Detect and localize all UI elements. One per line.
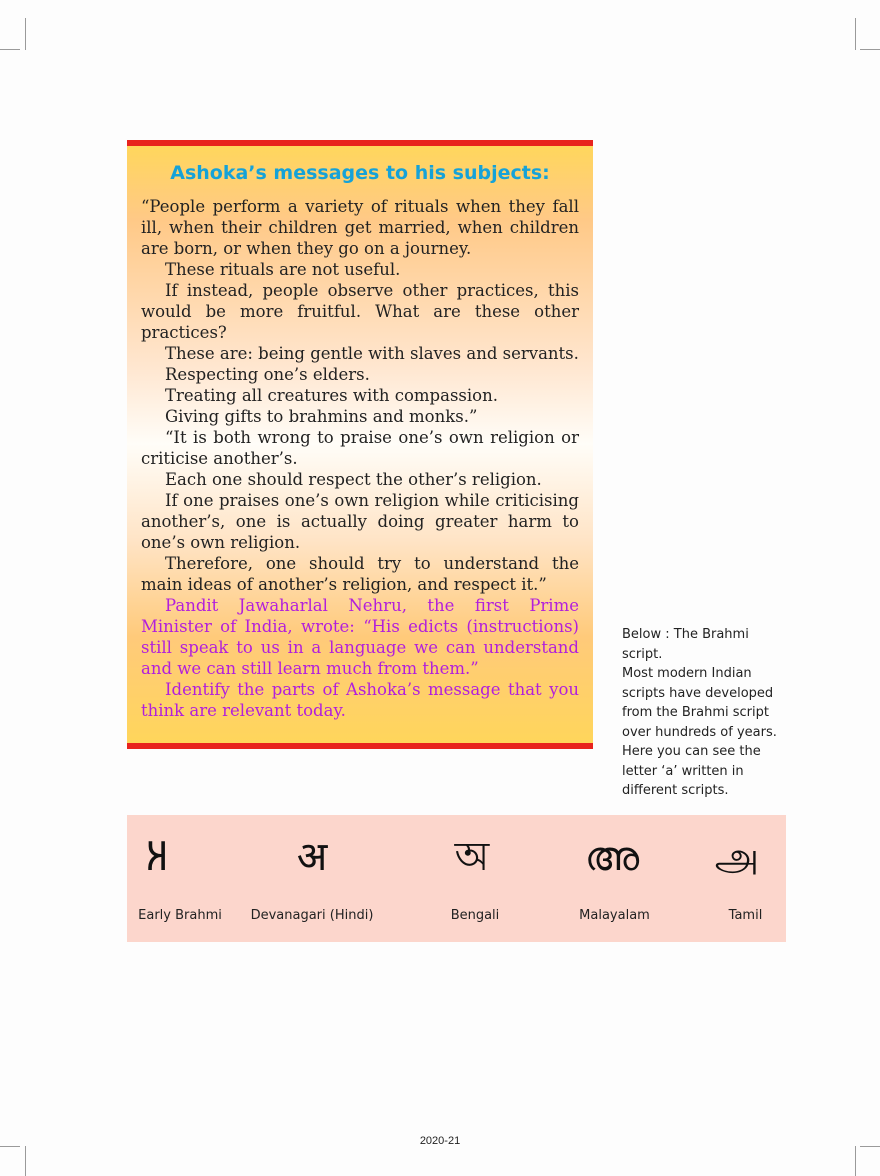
box-title: Ashoka’s messages to his subjects: — [170, 162, 550, 184]
box-body — [141, 196, 579, 721]
page-footer-year: 2020-21 — [419, 1135, 461, 1147]
activity-question: Identify the parts of Ashoka’s message that you think are relevant today. — [141, 680, 579, 720]
ashoka-message-box — [127, 142, 593, 746]
script-label: Tamil — [728, 908, 763, 923]
tamil-glyph: அ — [714, 834, 760, 880]
script-label: Early Brahmi — [138, 908, 222, 923]
early-brahmi-glyph: 𑀅 — [145, 834, 169, 880]
paragraph: Treating all creatures with compassion. — [165, 386, 498, 405]
top-red-bar — [127, 140, 593, 146]
crop-mark — [25, 1146, 26, 1176]
paragraph: These rituals are not useful. — [165, 260, 401, 279]
paragraph: If one praises one’s own religion while criticising another’s, one is actually doing greater harm to one’s own religion. — [141, 491, 579, 552]
devanagari-glyph: अ — [296, 834, 328, 880]
crop-mark — [855, 18, 856, 50]
caption-line: Below : The Brahmi script. — [622, 627, 749, 662]
crop-mark — [860, 49, 880, 50]
script-label: Malayalam — [579, 908, 650, 923]
crop-mark — [855, 1146, 856, 1176]
script-label: Bengali — [450, 908, 500, 923]
bengali-glyph: অ — [454, 834, 490, 880]
paragraph: These are: being gentle with slaves and servants. — [165, 344, 579, 363]
paragraph: Each one should respect the other’s religion. — [165, 470, 542, 489]
paragraph: Respecting one’s elders. — [165, 365, 370, 384]
bottom-red-bar — [127, 743, 593, 749]
paragraph: “It is both wrong to praise one’s own religion or criticise another’s. — [141, 428, 579, 468]
paragraph: “People perform a variety of rituals when they fall ill, when their children get married, when children are born, or when they go on a journey. — [141, 197, 579, 258]
caption-line: Most modern Indian scripts have developed from the Brahmi script over hundreds of years. Here you can see the letter ‘a’ written in different scripts. — [622, 666, 777, 798]
crop-mark — [0, 49, 20, 50]
paragraph: If instead, people observe other practices, this would be more fruitful. What are these other practices? — [141, 281, 579, 342]
paragraph: Therefore, one should try to understand the main ideas of another’s religion, and respect it.” — [141, 554, 579, 594]
paragraph: Giving gifts to brahmins and monks.” — [165, 407, 478, 426]
malayalam-glyph: അ — [584, 834, 640, 880]
crop-mark — [25, 18, 26, 50]
script-caption — [622, 625, 782, 801]
script-comparison-band — [127, 815, 786, 942]
nehru-quote: Pandit Jawaharlal Nehru, the first Prime Minister of India, wrote: “His edicts (instructions) still speak to us in a language we can understand and we can still learn much from them.” — [141, 596, 579, 678]
script-label: Devanagari (Hindi) — [250, 908, 374, 923]
